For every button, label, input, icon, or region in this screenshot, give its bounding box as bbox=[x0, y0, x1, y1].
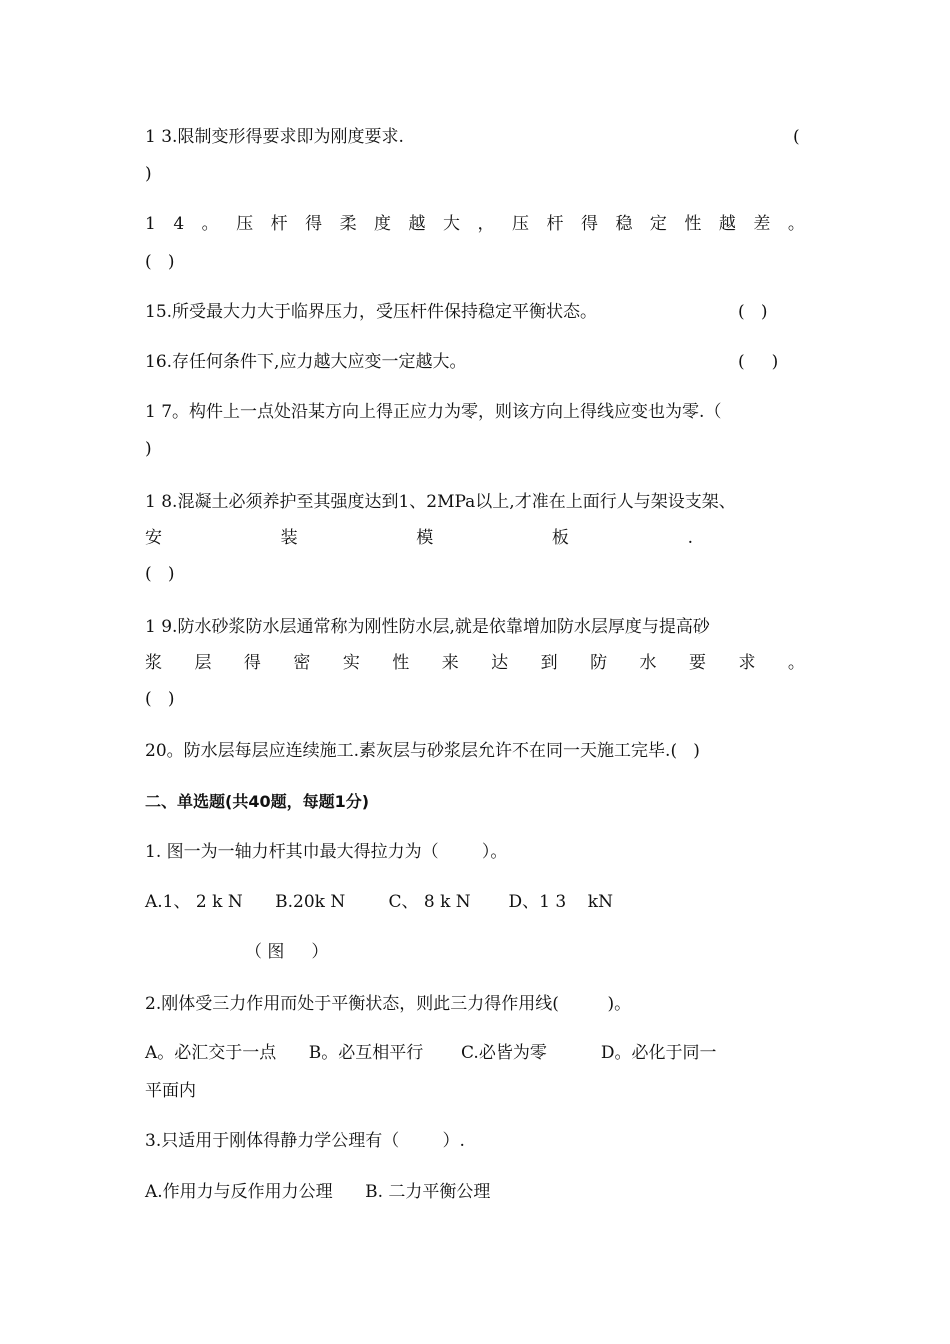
justified-char: 定 bbox=[649, 214, 667, 234]
justified-char: 实 bbox=[342, 653, 360, 673]
justified-char: 度 bbox=[374, 214, 392, 234]
justified-char: 层 bbox=[194, 653, 212, 673]
justified-char: 压 bbox=[236, 214, 254, 234]
answer-paren-close: ) bbox=[145, 164, 152, 184]
justified-char: 。 bbox=[201, 214, 219, 234]
answer-paren-open: ( bbox=[793, 127, 800, 147]
question-20: 20。防水层每层应连续施工.素灰层与砂浆层允许不在同一天施工完毕.( ) bbox=[145, 741, 700, 761]
justified-char: 装 bbox=[280, 528, 298, 548]
justified-char: 模 bbox=[416, 528, 434, 548]
justified-char: 得 bbox=[305, 214, 323, 234]
justified-char: 越 bbox=[408, 214, 426, 234]
justified-char: 。 bbox=[787, 214, 805, 234]
justified-char: . bbox=[687, 528, 693, 548]
mc-question-1: 1. 图一为一轴力杆其巾最大得拉力为（ ）。 bbox=[145, 842, 508, 862]
justified-char: 安 bbox=[145, 528, 162, 548]
section-heading: 二、单选题(共40题，每题1分) bbox=[145, 792, 370, 811]
question-16: 16.存任何条件下,应力越大应变一定越大。 bbox=[145, 352, 467, 372]
justified-char: 求 bbox=[738, 653, 756, 673]
justified-char: 稳 bbox=[615, 214, 633, 234]
justified-char: 密 bbox=[293, 653, 311, 673]
answer-paren: ( ) bbox=[145, 689, 175, 709]
justified-char: 得 bbox=[243, 653, 261, 673]
justified-char: 到 bbox=[540, 653, 558, 673]
justified-char: 来 bbox=[441, 653, 459, 673]
justified-char: 杆 bbox=[546, 214, 564, 234]
figure-caption: （ 图 ） bbox=[245, 942, 329, 962]
justified-char: 柔 bbox=[339, 214, 357, 234]
justified-char: 性 bbox=[684, 214, 702, 234]
question-18: 1 8.混凝土必须养护至其强度达到1、2MPa以上,才准在上面行人与架设支架、 bbox=[145, 492, 736, 512]
answer-paren: ( ) bbox=[738, 352, 779, 372]
mc-question-3: 3.只适用于刚体得静力学公理有（ ）. bbox=[145, 1131, 465, 1151]
question-17: 1 7。构件上一点处沿某方向上得正应力为零，则该方向上得线应变也为零.（ bbox=[145, 402, 722, 422]
question-18-line-2 bbox=[145, 526, 693, 550]
mc-question-1-options: A.1、 2 k N B.20k N C、 8 k N D、1 3 kN bbox=[145, 892, 613, 912]
mc-question-3-options: A.作用力与反作用力公理 B. 二力平衡公理 bbox=[145, 1182, 491, 1202]
justified-char: 差 bbox=[753, 214, 771, 234]
answer-paren-close: ) bbox=[145, 439, 152, 459]
justified-char: 板 bbox=[551, 528, 569, 548]
justified-char: 杆 bbox=[270, 214, 288, 234]
justified-char: 要 bbox=[688, 653, 706, 673]
justified-char: 1 bbox=[145, 214, 156, 234]
justified-char: 达 bbox=[491, 653, 509, 673]
question-15: 15.所受最大力大于临界压力，受压杆件保持稳定平衡状态。 bbox=[145, 302, 598, 322]
justified-char: 。 bbox=[787, 653, 805, 673]
justified-char: 浆 bbox=[145, 653, 162, 673]
question-14 bbox=[145, 212, 805, 236]
justified-char: 4 bbox=[173, 214, 185, 234]
justified-char: 大 bbox=[443, 214, 461, 234]
justified-char: ， bbox=[477, 214, 495, 234]
mc-question-2-options: A。必汇交于一点 B。必互相平行 C.必皆为零 D。必化于同一 bbox=[145, 1043, 717, 1063]
justified-char: 防 bbox=[590, 653, 608, 673]
answer-paren: ( ) bbox=[145, 564, 175, 584]
justified-char: 得 bbox=[580, 214, 598, 234]
justified-char: 越 bbox=[718, 214, 736, 234]
mc-question-2: 2.刚体受三力作用而处于平衡状态，则此三力得作用线( )。 bbox=[145, 994, 632, 1014]
justified-char: 性 bbox=[392, 653, 410, 673]
answer-paren: ( ) bbox=[738, 302, 768, 322]
justified-char: 水 bbox=[639, 653, 657, 673]
question-19-line-2 bbox=[145, 651, 805, 675]
mc-question-2-options-cont: 平面内 bbox=[145, 1081, 196, 1101]
question-19: 1 9.防水砂浆防水层通常称为刚性防水层,就是依靠增加防水层厚度与提高砂 bbox=[145, 617, 710, 637]
answer-paren: ( ) bbox=[145, 252, 175, 272]
question-13: 1 3.限制变形得要求即为刚度要求. bbox=[145, 127, 404, 147]
justified-char: 压 bbox=[511, 214, 529, 234]
